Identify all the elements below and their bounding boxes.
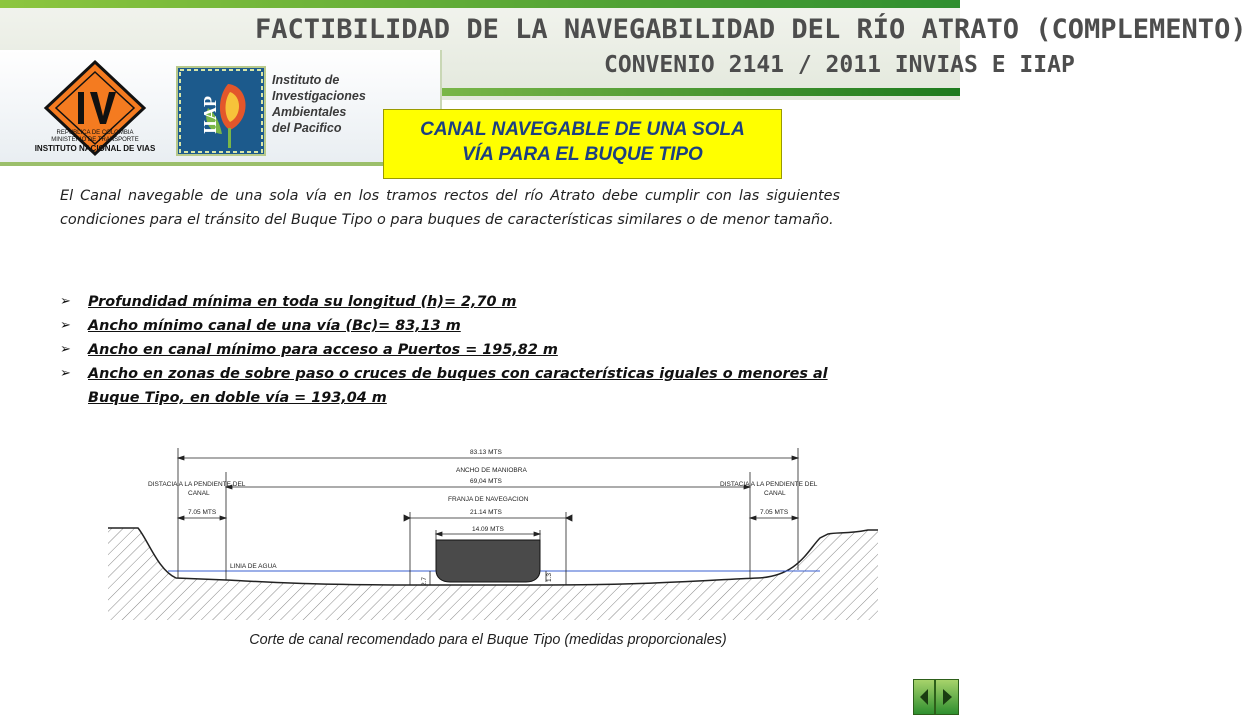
iiap-logo [176, 66, 266, 156]
right-slope-label-1: DISTACIA A LA PENDIENTE DEL [720, 481, 818, 488]
iiap-name [272, 72, 366, 136]
arrowhead [178, 516, 184, 520]
header-stripe [0, 0, 960, 8]
list-item [60, 338, 860, 362]
arrowhead [220, 516, 226, 520]
figure-caption: Corte de canal recomendado para el Buque Tipo (medidas proporcionales) [249, 632, 727, 648]
water-line-label: LINIA DE AGUA [230, 563, 277, 570]
right-slope-label-2: CANAL [764, 490, 786, 497]
iiap-flower-icon [178, 68, 264, 154]
iiap-abbr: IIAP [200, 95, 220, 134]
next-slide-button[interactable] [935, 679, 959, 715]
iiap-line4: del Pacifico [272, 121, 342, 135]
ship-hull [436, 540, 540, 582]
arrow-bullet-icon: ➢ [60, 294, 71, 309]
slide-title: FACTIBILIDAD DE LA NAVEGABILIDAD DEL RÍO ATRATO (COMPLEMENTO) [255, 14, 1247, 45]
bullet-text: Ancho mínimo canal de una vía (Bc)= 83,13 m [88, 318, 461, 334]
arrowhead [792, 456, 798, 460]
iiap-line2: Investigaciones [272, 89, 366, 103]
next-arrow-icon [936, 680, 958, 714]
invias-line2: MINISTERIO DE TRANSPORTE [51, 137, 139, 143]
depth-label: 2.7 [421, 576, 428, 586]
right-slope-width-label: 7.05 MTS [760, 509, 789, 516]
iiap-line1: Instituto de [272, 73, 340, 87]
total-width-label: 83.13 MTS [470, 449, 502, 456]
maneuver-label: ANCHO DE MANIOBRA [456, 467, 527, 474]
arrow-bullet-icon: ➢ [60, 318, 71, 333]
bullet-text: Ancho en zonas de sobre paso o cruces de buques con características iguales o menores al Buque Tipo, en doble vía = 193,04 m [88, 366, 828, 406]
banner-line1: CANAL NAVEGABLE DE UNA SOLA [420, 119, 745, 140]
arrowhead [750, 516, 756, 520]
bullet-text: Profundidad mínima en toda su longitud (h)= 2,70 m [88, 294, 517, 310]
ship-width-label: 14.09 MTS [472, 526, 504, 533]
banner-line2: VÍA PARA EL BUQUE TIPO [462, 144, 703, 165]
channel-cross-section-diagram [108, 430, 878, 620]
slide-subtitle: CONVENIO 2141 / 2011 INVIAS E IIAP [604, 52, 1075, 78]
intro-paragraph: El Canal navegable de una sola vía en los tramos rectos del río Atrato debe cumplir con las siguientes condiciones para el tránsito del Buque Tipo o para buques de características similares o de menor tamaño. [60, 188, 840, 228]
previous-slide-button[interactable] [913, 679, 935, 715]
nav-strip-label: FRANJA DE NAVEGACION [448, 496, 529, 503]
arrowhead [436, 532, 442, 536]
arrowhead [534, 532, 540, 536]
arrowhead [792, 516, 798, 520]
nav-strip-width-label: 21.14 MTS [470, 509, 502, 516]
invias-caption [20, 130, 170, 153]
left-slope-label-2: CANAL [188, 490, 210, 497]
maneuver-width-label: 69,04 MTS [470, 478, 502, 485]
previous-arrow-icon [914, 680, 934, 714]
requirements-list [60, 290, 860, 410]
arrowhead [178, 456, 184, 460]
bullet-text: Ancho en canal mínimo para acceso a Puertos = 195,82 m [88, 342, 558, 358]
iiap-line3: Ambientales [272, 105, 347, 119]
list-item [60, 290, 860, 314]
list-item [60, 362, 860, 410]
invias-line3: INSTITUTO NACIONAL DE VIAS [34, 144, 156, 153]
left-slope-width-label: 7.05 MTS [188, 509, 217, 516]
arrow-bullet-icon: ➢ [60, 366, 71, 381]
section-banner [383, 109, 782, 179]
draft-label: 1.3 [546, 572, 553, 582]
header-stripe-lower [440, 88, 960, 96]
invias-line1: REPUBLICA DE COLOMBIA [56, 130, 134, 136]
list-item [60, 314, 860, 338]
arrowhead [404, 515, 410, 521]
arrow-bullet-icon: ➢ [60, 342, 71, 357]
arrowhead [566, 515, 572, 521]
left-slope-label-1: DISTACIA A LA PENDIENTE DEL [148, 481, 246, 488]
